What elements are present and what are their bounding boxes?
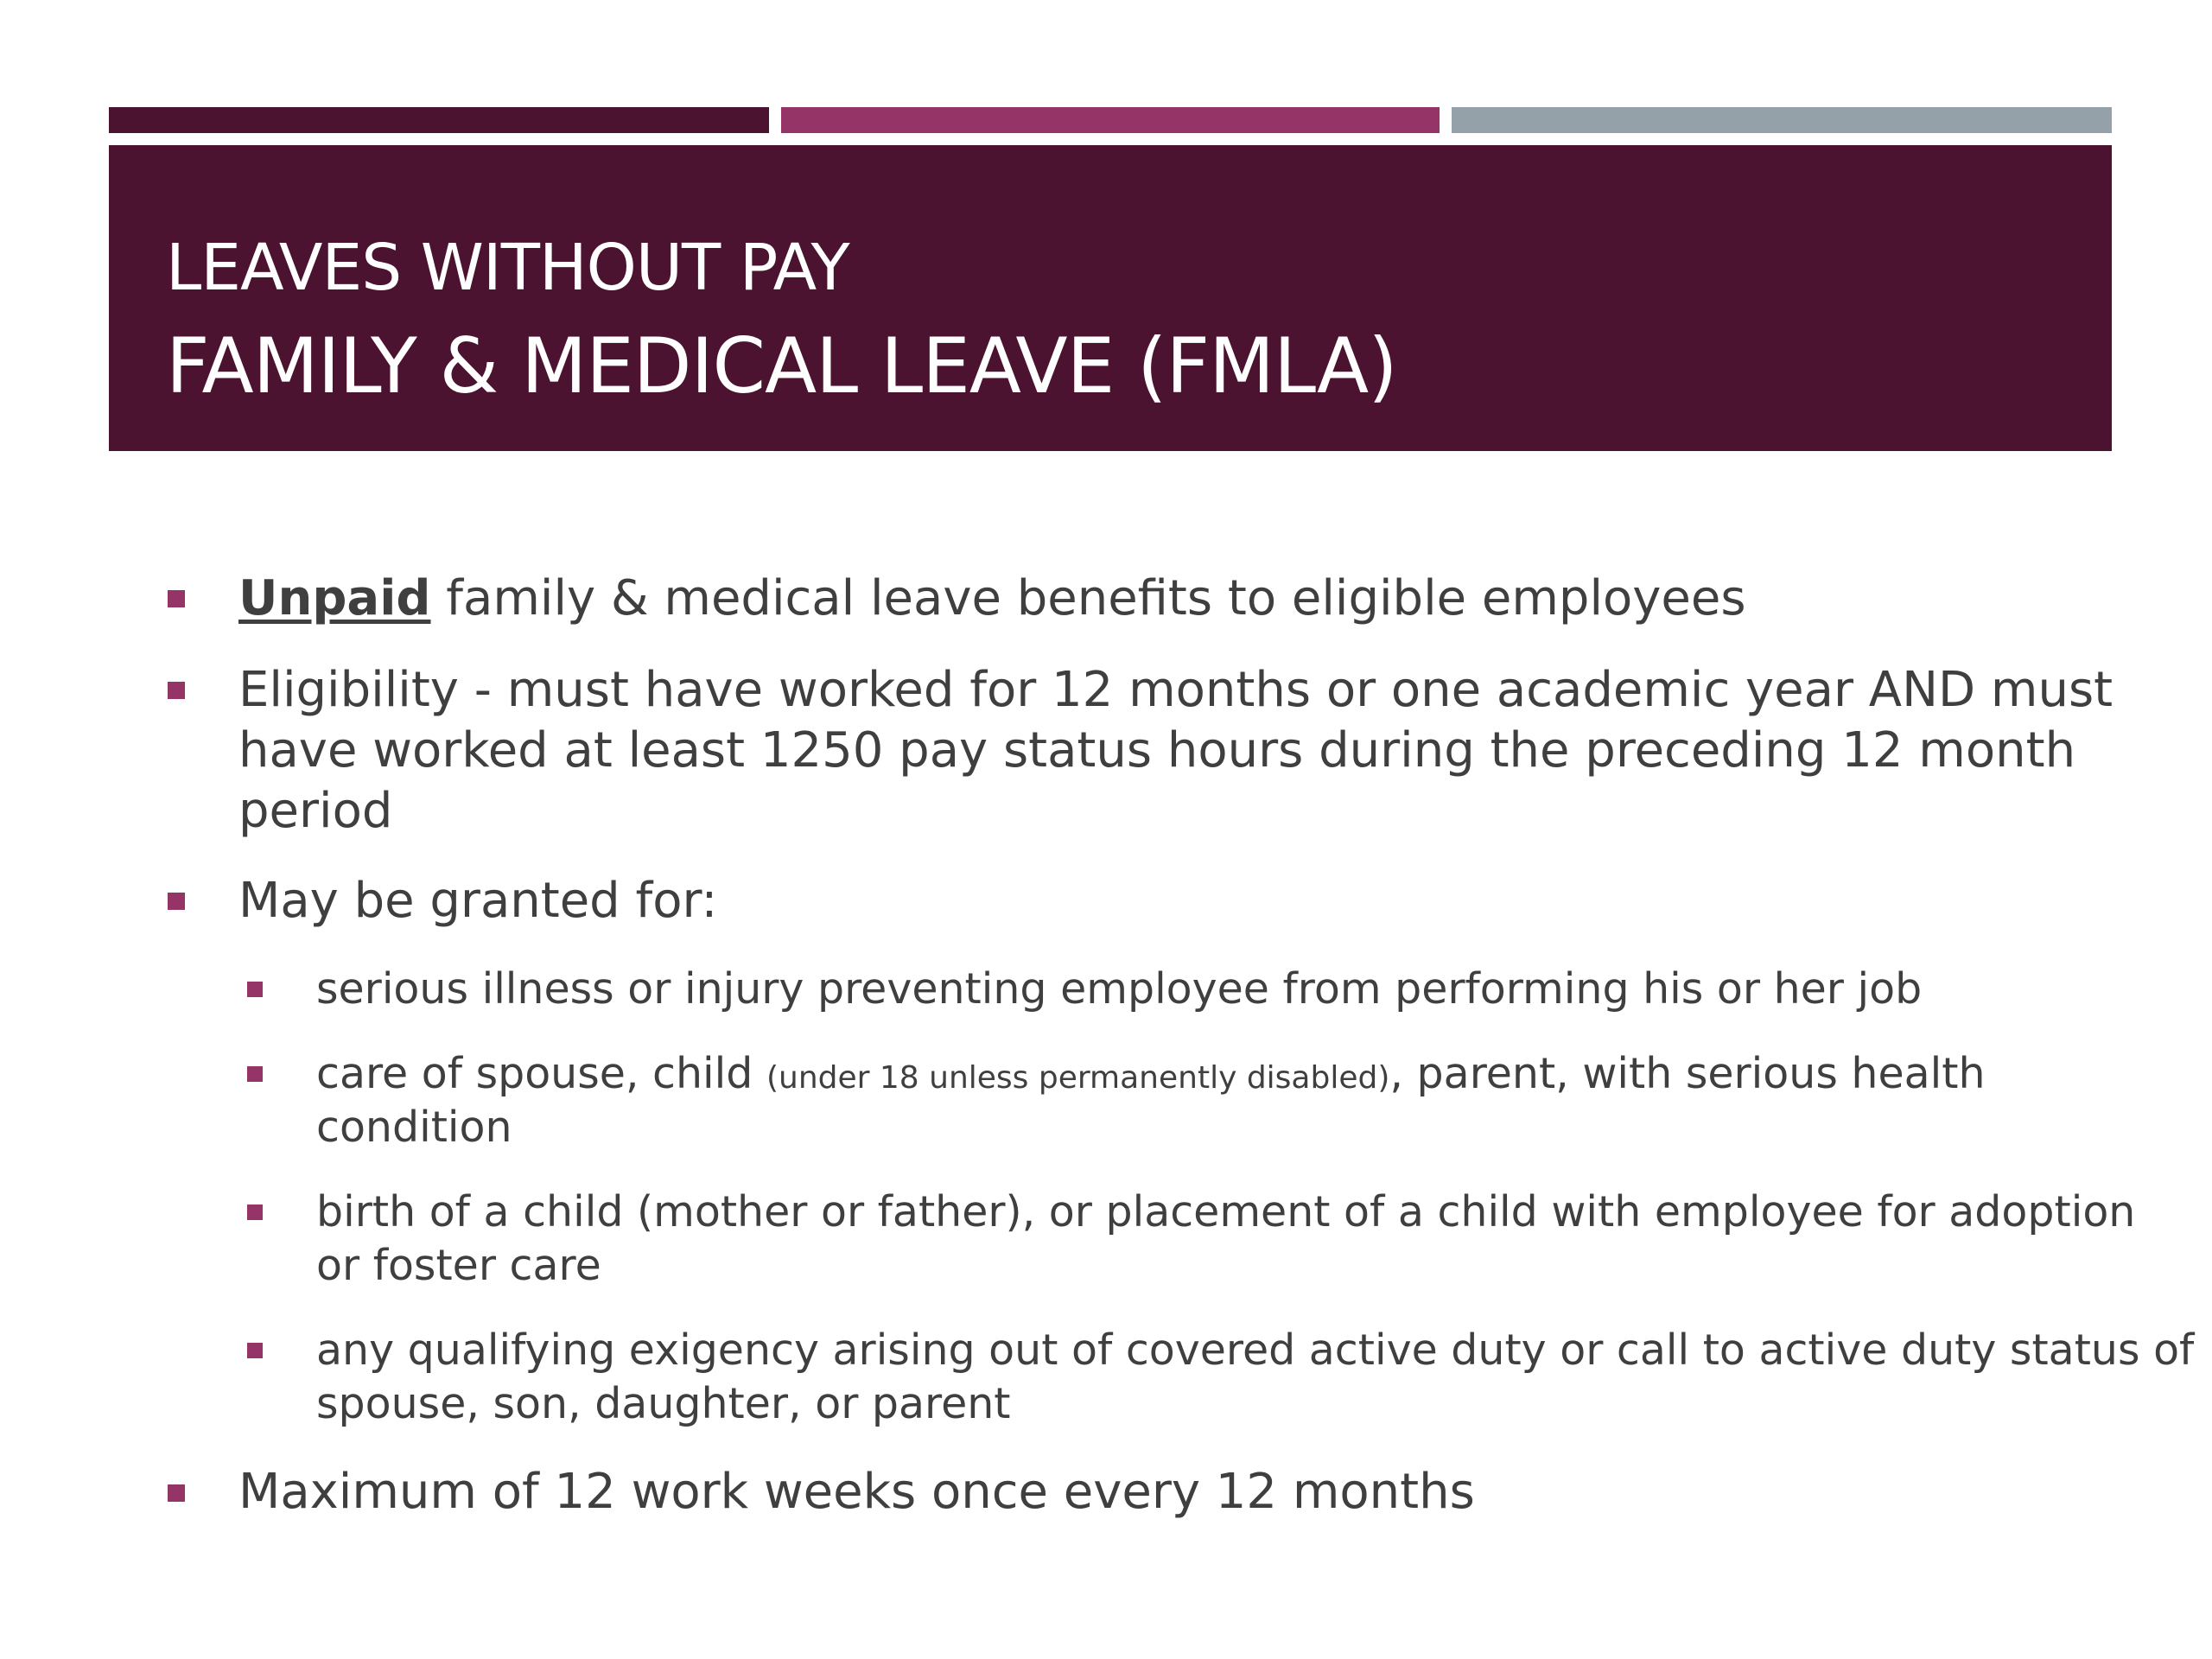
sub-bullet-marker [247, 1205, 263, 1220]
sub-bullet-birth-line2: or foster care [316, 1241, 601, 1290]
bullet-granted-for: May be granted for: [238, 873, 718, 929]
sub-bullet-birth-line1: birth of a child (mother or father), or placement of a child with employee for adoption [316, 1187, 2136, 1236]
slide-title: FAMILY & MEDICAL LEAVE (FMLA) [166, 321, 1397, 410]
care-text-paren: (under 18 unless permanently disabled) [766, 1060, 1390, 1096]
emphasis-unpaid: Unpaid [238, 570, 431, 626]
sub-bullet-marker [247, 1066, 263, 1082]
care-text-a: care of spouse, child [316, 1049, 766, 1098]
sub-bullet-marker [247, 982, 263, 997]
sub-bullet-marker [247, 1343, 263, 1358]
bullet-eligibility-line1: Eligibility - must have worked for 12 months or one academic year AND must [238, 662, 2113, 718]
sub-bullet-care-line2: condition [316, 1103, 512, 1152]
bullet-marker [168, 893, 185, 910]
sub-bullet-exigency-line2: spouse, son, daughter, or parent [316, 1379, 1011, 1428]
slide-supertitle: LEAVES WITHOUT PAY [166, 231, 849, 305]
bullet-maximum: Maximum of 12 work weeks once every 12 months [238, 1464, 1475, 1520]
bullet-marker [168, 1484, 185, 1502]
bullet-unpaid [238, 569, 1746, 629]
sub-bullet-exigency-line1: any qualifying exigency arising out of covered active duty or call to active duty status of [316, 1325, 2195, 1375]
bullet-marker [168, 682, 185, 699]
bullet-eligibility-line2: have worked at least 1250 pay status hours during the preceding 12 month [238, 722, 2076, 779]
bullet-marker [168, 590, 185, 607]
bullet-text: family & medical leave benefits to eligible employees [430, 570, 1746, 626]
sub-bullet-illness: serious illness or injury preventing employee from performing his or her job [316, 964, 1923, 1014]
sub-bullet-care-line1 [316, 1047, 1986, 1105]
bullet-eligibility-line3: period [238, 783, 393, 839]
care-text-b: , parent, with serious health [1389, 1049, 1986, 1098]
